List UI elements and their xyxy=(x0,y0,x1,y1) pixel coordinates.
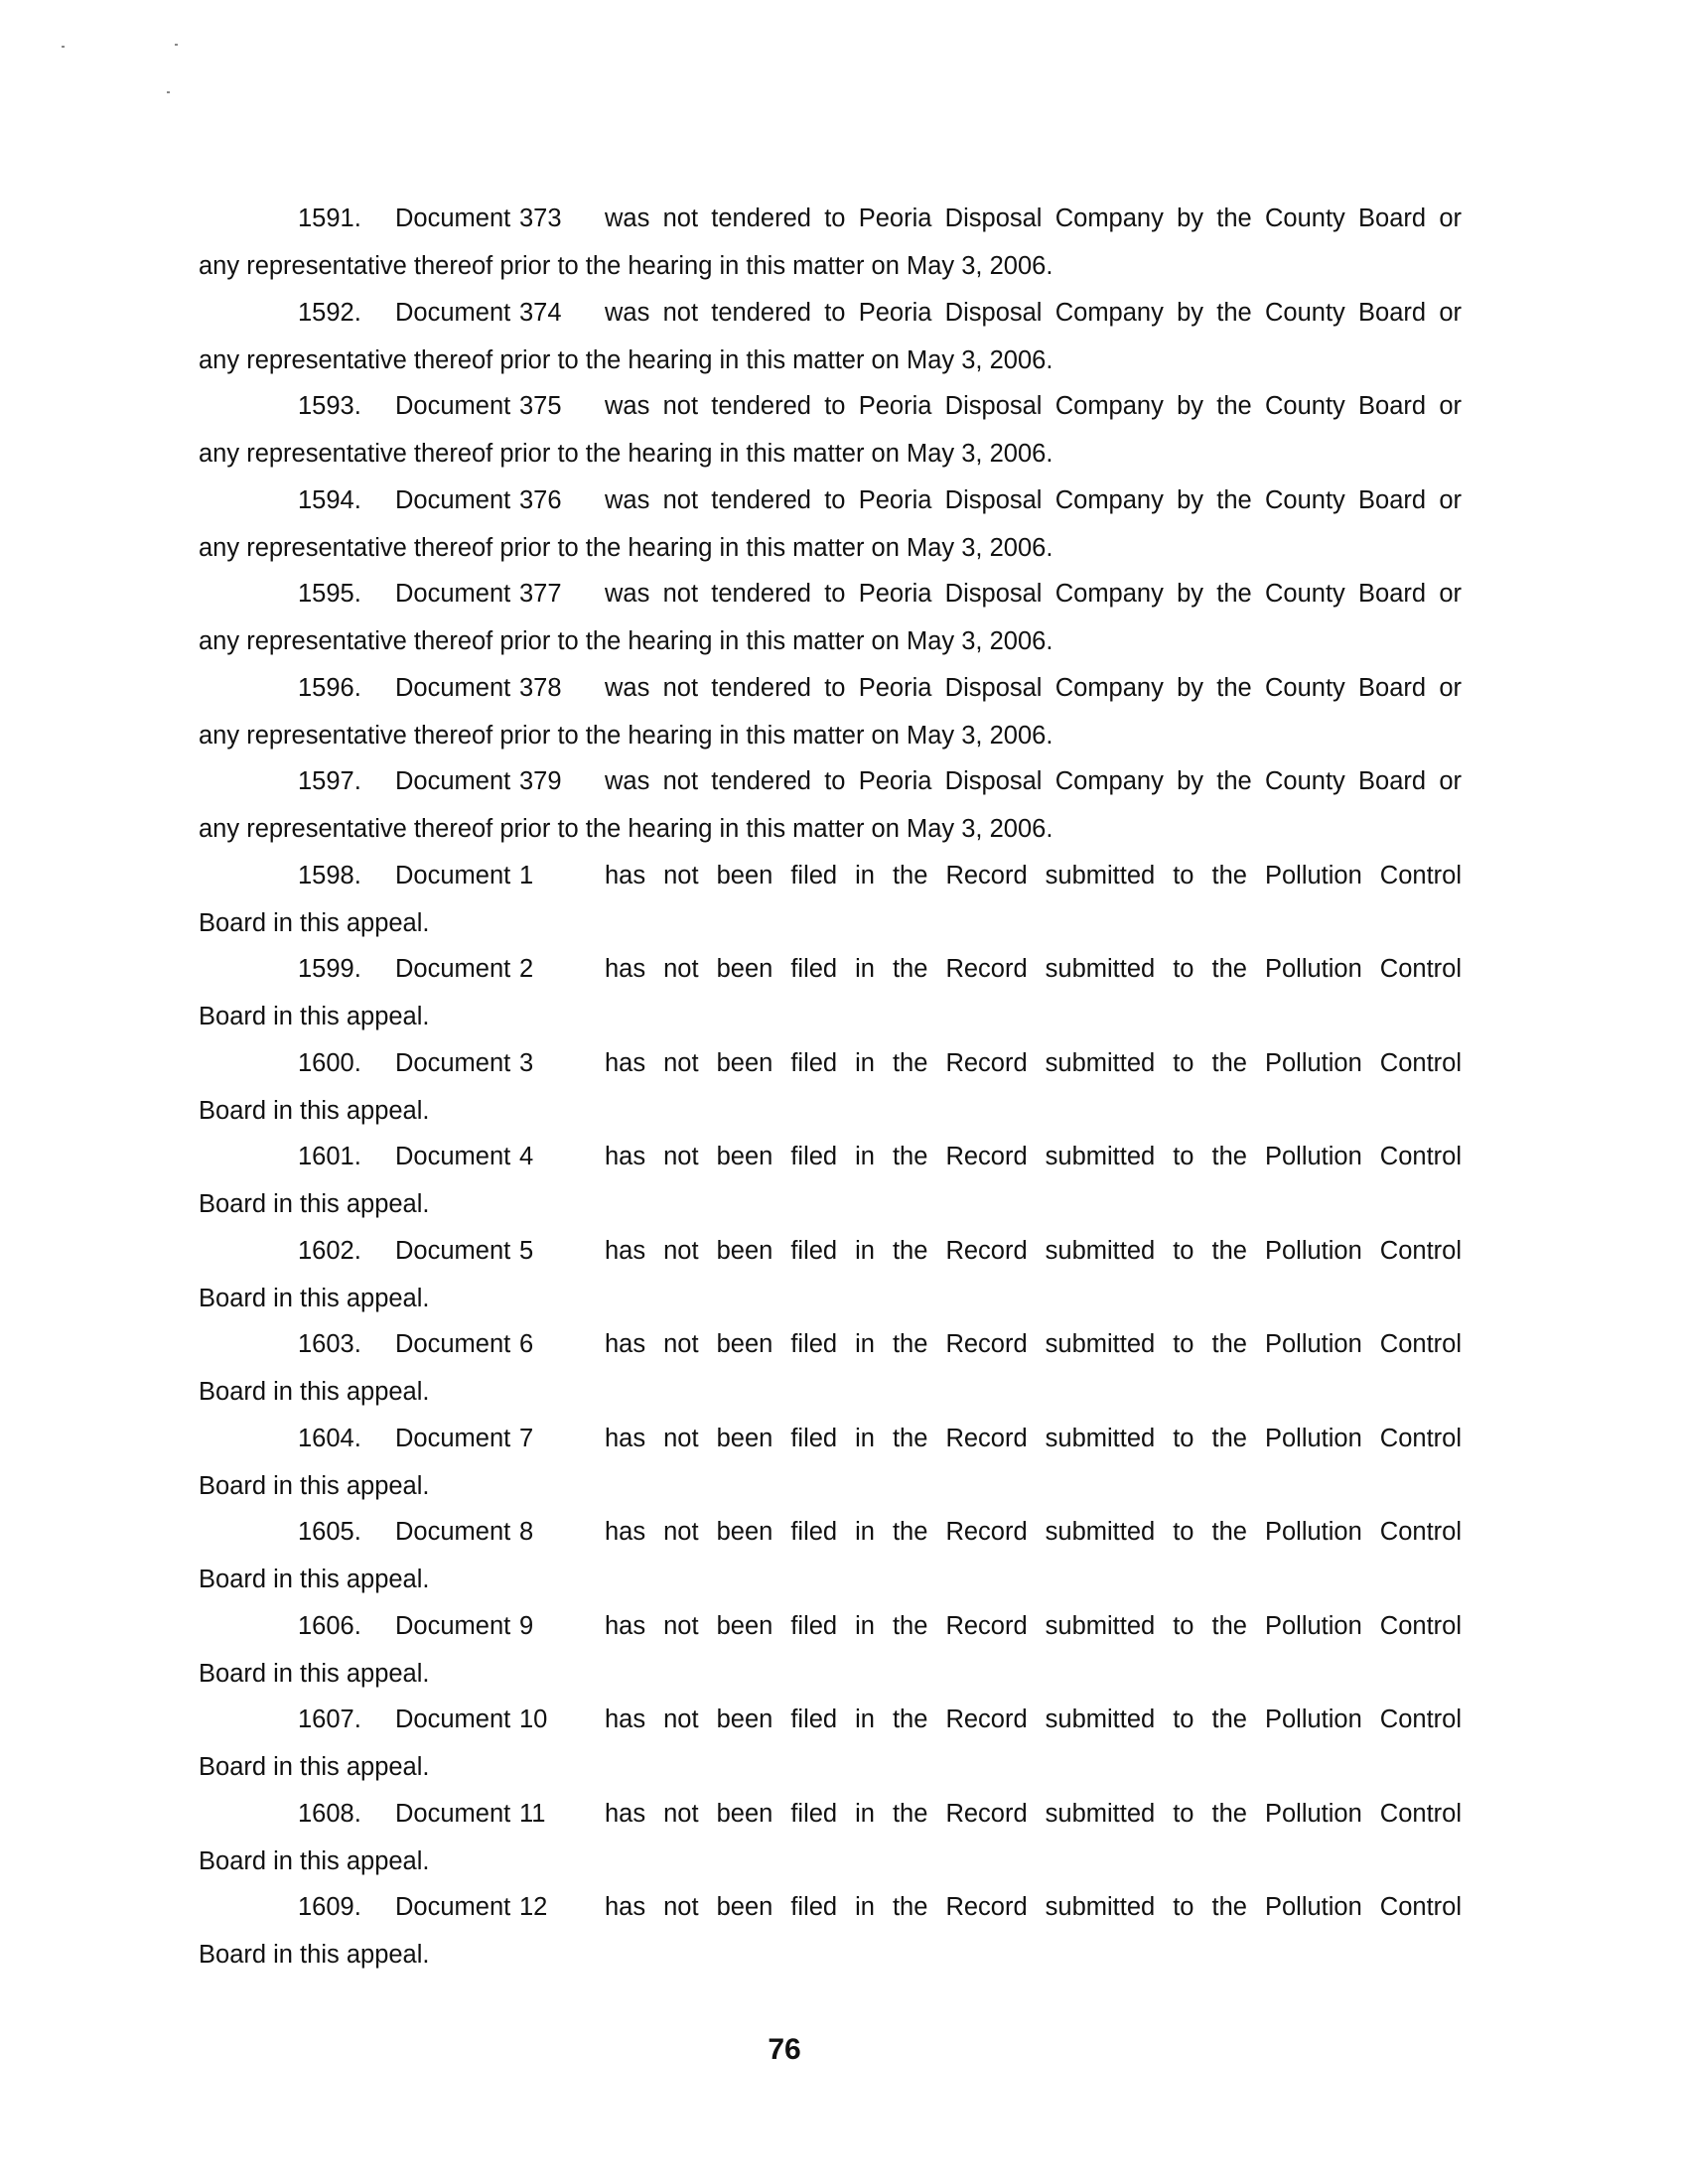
paragraph-first-line xyxy=(199,955,1462,991)
paragraph-number: 1597. xyxy=(298,767,361,795)
document-label: Document xyxy=(395,861,511,889)
paragraph-continuation: Board in this appeal. xyxy=(199,1096,430,1125)
numbered-paragraph xyxy=(199,1885,1462,1979)
paragraph-number: 1601. xyxy=(298,1143,361,1170)
paragraph-first-line xyxy=(199,1893,1462,1929)
document-label: Document xyxy=(395,955,511,983)
paragraph-statement: has not been filed in the Record submitted to the Pollution Control xyxy=(605,1236,1462,1265)
paragraph-number: 1598. xyxy=(298,861,361,889)
paragraph-continuation: any representative thereof prior to the hearing in this matter on May 3, 2006. xyxy=(199,252,1053,280)
paragraph-continuation: Board in this appeal. xyxy=(199,1941,430,1969)
document-number: 10 xyxy=(519,1706,548,1733)
scan-speck xyxy=(167,91,170,93)
numbered-paragraphs xyxy=(199,197,1462,1979)
document-label: Document xyxy=(395,298,511,327)
paragraph-first-line xyxy=(199,205,1462,240)
document-label: Document xyxy=(395,1706,511,1733)
document-label: Document xyxy=(395,1518,511,1546)
paragraph-statement: has not been filed in the Record submitted to the Pollution Control xyxy=(605,861,1462,889)
document-number: 6 xyxy=(519,1330,534,1358)
paragraph-number: 1602. xyxy=(298,1236,361,1265)
document-label: Document xyxy=(395,1893,511,1921)
document-label: Document xyxy=(395,673,511,702)
document-number: 376 xyxy=(519,485,562,514)
document-number: 11 xyxy=(519,1799,546,1828)
paragraph-first-line xyxy=(199,1425,1462,1460)
numbered-paragraph xyxy=(199,759,1462,854)
paragraph-first-line xyxy=(199,486,1462,522)
paragraph-continuation: any representative thereof prior to the hearing in this matter on May 3, 2006. xyxy=(199,533,1053,562)
paragraph-number: 1593. xyxy=(298,392,361,420)
numbered-paragraph xyxy=(199,384,1462,478)
paragraph-statement: has not been filed in the Record submitted to the Pollution Control xyxy=(605,1518,1462,1546)
document-number: 8 xyxy=(519,1518,534,1546)
paragraph-statement: has not been filed in the Record submitted to the Pollution Control xyxy=(605,1330,1462,1358)
numbered-paragraph xyxy=(199,1041,1462,1136)
paragraph-number: 1608. xyxy=(298,1799,361,1828)
paragraph-continuation: Board in this appeal. xyxy=(199,908,430,937)
paragraph-first-line xyxy=(199,1612,1462,1648)
paragraph-first-line xyxy=(199,862,1462,897)
numbered-paragraph xyxy=(199,1698,1462,1792)
paragraph-statement: was not tendered to Peoria Disposal Company by the County Board or xyxy=(605,673,1462,702)
paragraph-statement: was not tendered to Peoria Disposal Company by the County Board or xyxy=(605,767,1462,795)
paragraph-number: 1592. xyxy=(298,298,361,327)
paragraph-number: 1594. xyxy=(298,485,361,514)
paragraph-continuation: Board in this appeal. xyxy=(199,1753,430,1781)
document-label: Document xyxy=(395,1799,511,1828)
numbered-paragraph xyxy=(199,1135,1462,1229)
paragraph-statement: has not been filed in the Record submitted to the Pollution Control xyxy=(605,1143,1462,1170)
numbered-paragraph xyxy=(199,291,1462,385)
numbered-paragraph xyxy=(199,572,1462,666)
paragraph-statement: was not tendered to Peoria Disposal Company by the County Board or xyxy=(605,205,1462,232)
paragraph-first-line xyxy=(199,674,1462,710)
scan-speck xyxy=(62,46,65,48)
paragraph-continuation: any representative thereof prior to the hearing in this matter on May 3, 2006. xyxy=(199,815,1053,843)
document-number: 4 xyxy=(519,1143,534,1170)
paragraph-first-line xyxy=(199,392,1462,428)
paragraph-continuation: Board in this appeal. xyxy=(199,1378,430,1406)
numbered-paragraph xyxy=(199,666,1462,760)
document-label: Document xyxy=(395,485,511,514)
document-number: 1 xyxy=(519,861,534,889)
document-label: Document xyxy=(395,1424,511,1452)
paragraph-statement: has not been filed in the Record submitted to the Pollution Control xyxy=(605,1048,1462,1077)
document-number: 7 xyxy=(519,1424,534,1452)
paragraph-statement: was not tendered to Peoria Disposal Company by the County Board or xyxy=(605,580,1462,608)
numbered-paragraph xyxy=(199,197,1462,291)
paragraph-statement: has not been filed in the Record submitted to the Pollution Control xyxy=(605,1611,1462,1640)
paragraph-statement: has not been filed in the Record submitted to the Pollution Control xyxy=(605,1706,1462,1733)
document-label: Document xyxy=(395,1611,511,1640)
paragraph-first-line xyxy=(199,1518,1462,1554)
paragraph-statement: has not been filed in the Record submitted to the Pollution Control xyxy=(605,1799,1462,1828)
paragraph-continuation: Board in this appeal. xyxy=(199,1284,430,1312)
paragraph-number: 1606. xyxy=(298,1611,361,1640)
paragraph-continuation: any representative thereof prior to the hearing in this matter on May 3, 2006. xyxy=(199,627,1053,655)
numbered-paragraph xyxy=(199,1417,1462,1511)
paragraph-first-line xyxy=(199,580,1462,615)
paragraph-continuation: any representative thereof prior to the hearing in this matter on May 3, 2006. xyxy=(199,440,1053,468)
paragraph-number: 1604. xyxy=(298,1424,361,1452)
paragraph-first-line xyxy=(199,299,1462,335)
paragraph-number: 1599. xyxy=(298,955,361,983)
paragraph-continuation: Board in this appeal. xyxy=(199,1003,430,1030)
document-number: 375 xyxy=(519,392,562,420)
paragraph-statement: was not tendered to Peoria Disposal Company by the County Board or xyxy=(605,392,1462,420)
paragraph-number: 1600. xyxy=(298,1048,361,1077)
document-number: 12 xyxy=(519,1893,548,1921)
paragraph-continuation: Board in this appeal. xyxy=(199,1846,430,1875)
paragraph-continuation: Board in this appeal. xyxy=(199,1659,430,1688)
paragraph-first-line xyxy=(199,1800,1462,1836)
document-label: Document xyxy=(395,580,511,608)
numbered-paragraph xyxy=(199,854,1462,948)
paragraph-number: 1607. xyxy=(298,1706,361,1733)
document-label: Document xyxy=(395,205,511,232)
document-number: 379 xyxy=(519,767,562,795)
paragraph-statement: has not been filed in the Record submitted to the Pollution Control xyxy=(605,955,1462,983)
paragraph-statement: has not been filed in the Record submitted to the Pollution Control xyxy=(605,1424,1462,1452)
document-number: 377 xyxy=(519,580,562,608)
paragraph-number: 1605. xyxy=(298,1518,361,1546)
paragraph-first-line xyxy=(199,1143,1462,1178)
numbered-paragraph xyxy=(199,478,1462,573)
paragraph-statement: was not tendered to Peoria Disposal Company by the County Board or xyxy=(605,485,1462,514)
paragraph-continuation: Board in this appeal. xyxy=(199,1566,430,1593)
numbered-paragraph xyxy=(199,1792,1462,1886)
numbered-paragraph xyxy=(199,1510,1462,1604)
numbered-paragraph xyxy=(199,1229,1462,1323)
paragraph-number: 1596. xyxy=(298,673,361,702)
paragraph-number: 1591. xyxy=(298,205,361,232)
paragraph-statement: was not tendered to Peoria Disposal Company by the County Board or xyxy=(605,298,1462,327)
paragraph-number: 1595. xyxy=(298,580,361,608)
paragraph-number: 1603. xyxy=(298,1330,361,1358)
paragraph-statement: has not been filed in the Record submitted to the Pollution Control xyxy=(605,1893,1462,1921)
document-number: 373 xyxy=(519,205,562,232)
paragraph-number: 1609. xyxy=(298,1893,361,1921)
paragraph-first-line xyxy=(199,1330,1462,1366)
document-number: 374 xyxy=(519,298,562,327)
document-number: 3 xyxy=(519,1048,534,1077)
document-label: Document xyxy=(395,392,511,420)
paragraph-first-line xyxy=(199,767,1462,803)
paragraph-first-line xyxy=(199,1049,1462,1085)
document-number: 5 xyxy=(519,1236,534,1265)
document-number: 378 xyxy=(519,673,562,702)
paragraph-continuation: any representative thereof prior to the hearing in this matter on May 3, 2006. xyxy=(199,345,1053,374)
document-number: 9 xyxy=(519,1611,534,1640)
page-number: 76 xyxy=(768,2033,801,2066)
numbered-paragraph xyxy=(199,1322,1462,1417)
paragraph-continuation: any representative thereof prior to the hearing in this matter on May 3, 2006. xyxy=(199,721,1053,750)
document-label: Document xyxy=(395,767,511,795)
numbered-paragraph xyxy=(199,1604,1462,1699)
document-label: Document xyxy=(395,1236,511,1265)
document-label: Document xyxy=(395,1330,511,1358)
paragraph-continuation: Board in this appeal. xyxy=(199,1190,430,1218)
paragraph-first-line xyxy=(199,1237,1462,1273)
paragraph-continuation: Board in this appeal. xyxy=(199,1471,430,1500)
document-label: Document xyxy=(395,1143,511,1170)
scan-speck xyxy=(175,44,178,46)
numbered-paragraph xyxy=(199,947,1462,1041)
document-number: 2 xyxy=(519,955,534,983)
document-label: Document xyxy=(395,1048,511,1077)
paragraph-first-line xyxy=(199,1706,1462,1741)
